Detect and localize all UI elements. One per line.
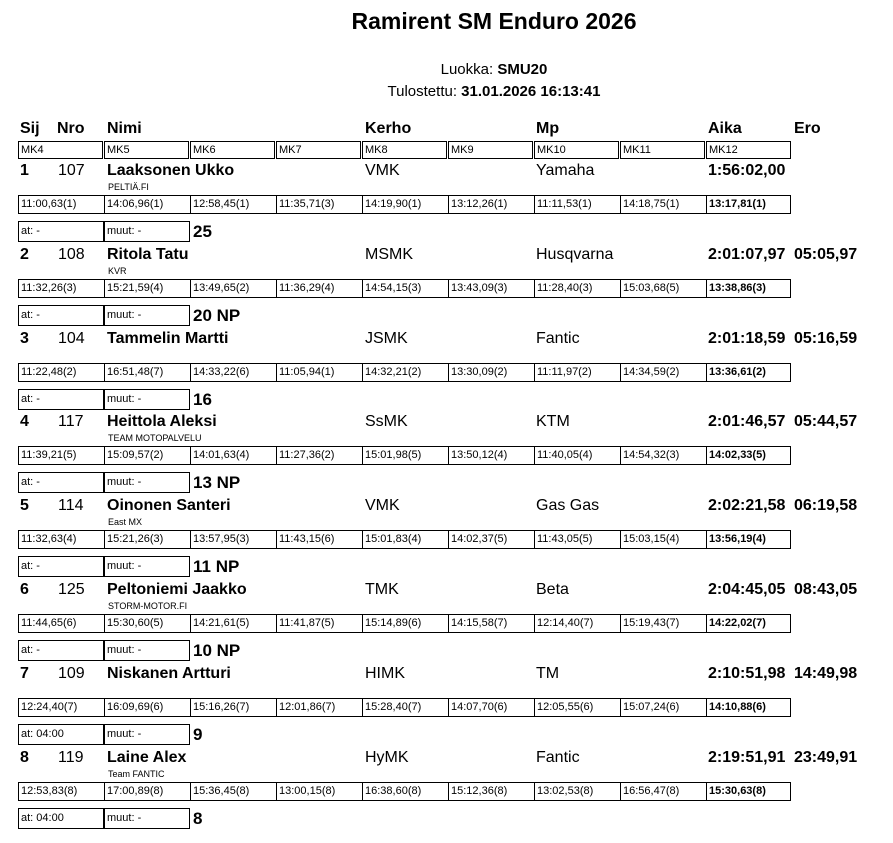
rider-gap: 05:16,59 (794, 329, 858, 347)
split-time-mk9: 13:43,09(3) (448, 279, 535, 298)
split-time-mk8: 14:32,21(2) (362, 363, 449, 382)
split-header-mk7: MK7 (276, 141, 361, 159)
rider-team: STORM-MOTOR.FI (108, 601, 188, 611)
rider-number: 108 (58, 245, 85, 263)
split-time-mk6: 12:58,45(1) (190, 195, 277, 214)
rider-gap: 23:49,91 (794, 748, 858, 766)
split-time-mk7: 11:36,29(4) (276, 279, 363, 298)
split-time-mk7: 11:43,15(6) (276, 530, 363, 549)
rider-club: VMK (365, 162, 400, 179)
rider-team: East MX (108, 517, 143, 528)
rider-position: 5 (20, 497, 29, 515)
header-name: Nimi (107, 120, 142, 137)
split-time-mk4: 12:53,83(8) (18, 782, 105, 801)
rider-name: Tammelin Martti (107, 329, 229, 347)
rider-position: 8 (20, 748, 29, 766)
rider-total-time: 2:01:07,97 (708, 245, 786, 263)
split-time-mk7: 13:00,15(8) (276, 782, 363, 801)
printed-value: 31.01.2026 16:13:41 (461, 83, 601, 100)
penalty-at: at: - (18, 305, 104, 326)
rider-bike: Beta (536, 581, 569, 598)
rider-number: 117 (58, 413, 84, 431)
rider-gap: 08:43,05 (794, 581, 858, 598)
class-line (0, 61, 893, 78)
split-time-mk6: 15:36,45(8) (190, 782, 277, 801)
split-time-mk8: 15:01,98(5) (362, 446, 449, 465)
penalty-at: at: - (18, 221, 104, 242)
penalty-other: muut: - (104, 556, 190, 577)
penalty-at: at: 04:00 (18, 808, 104, 829)
split-time-mk12: 14:02,33(5) (706, 446, 791, 465)
rider-gap: 14:49,98 (794, 664, 858, 682)
split-time-mk7: 11:35,71(3) (276, 195, 363, 214)
split-time-mk11: 15:19,43(7) (620, 614, 707, 633)
split-time-mk10: 11:40,05(4) (534, 446, 621, 465)
penalty-other: muut: - (104, 221, 190, 242)
split-time-mk10: 12:14,40(7) (534, 614, 621, 633)
split-header-mk11: MK11 (620, 141, 705, 159)
rider-position: 4 (20, 413, 29, 431)
split-header-mk12: MK12 (706, 141, 791, 159)
split-header-mk9: MK9 (448, 141, 533, 159)
header-pos: Sij (20, 120, 40, 137)
penalty-other: muut: - (104, 472, 190, 493)
split-time-mk5: 15:30,60(5) (104, 614, 191, 633)
rider-bike: Yamaha (536, 162, 595, 179)
split-time-mk4: 11:39,21(5) (18, 446, 105, 465)
rider-points: 8 (193, 808, 203, 828)
split-time-mk5: 16:09,69(6) (104, 698, 191, 717)
split-time-mk9: 13:30,09(2) (448, 363, 535, 382)
rider-bike: TM (536, 664, 560, 682)
result-row (0, 665, 893, 749)
rider-total-time: 2:02:21,58 (708, 497, 786, 515)
result-row (0, 581, 893, 665)
result-row (0, 162, 893, 246)
split-time-mk11: 14:54,32(3) (620, 446, 707, 465)
rider-position: 3 (20, 329, 29, 347)
split-time-mk4: 11:32,63(4) (18, 530, 105, 549)
split-time-mk6: 14:21,61(5) (190, 614, 277, 633)
split-time-mk7: 11:05,94(1) (276, 363, 363, 382)
split-time-mk6: 15:16,26(7) (190, 698, 277, 717)
split-time-mk10: 11:11,53(1) (534, 195, 621, 214)
rider-number: 109 (58, 664, 85, 682)
rider-club: HyMK (365, 748, 409, 766)
result-row (0, 246, 893, 330)
rider-name: Laaksonen Ukko (107, 162, 235, 179)
split-time-mk7: 11:41,87(5) (276, 614, 363, 633)
rider-gap: 05:05,97 (794, 245, 858, 263)
split-time-mk8: 15:28,40(7) (362, 698, 449, 717)
split-time-mk4: 11:22,48(2) (18, 363, 105, 382)
rider-gap: 06:19,58 (794, 497, 858, 515)
split-time-mk11: 14:34,59(2) (620, 363, 707, 382)
rider-bike: KTM (536, 413, 570, 431)
result-row (0, 749, 893, 833)
result-row (0, 497, 893, 581)
split-time-mk8: 14:54,15(3) (362, 279, 449, 298)
split-time-mk6: 13:49,65(2) (190, 279, 277, 298)
page-title: Ramirent SM Enduro 2026 (351, 8, 637, 34)
printed-label: Tulostettu: (387, 83, 457, 100)
rider-gap: 05:44,57 (794, 413, 858, 431)
rider-team: Team FANTIC (108, 768, 165, 779)
split-time-mk12: 14:10,88(6) (706, 698, 791, 717)
split-time-mk6: 13:57,95(3) (190, 530, 277, 549)
rider-number: 114 (58, 497, 84, 515)
split-time-mk7: 11:27,36(2) (276, 446, 363, 465)
class-value: SMU20 (497, 61, 548, 78)
rider-club: HIMK (365, 664, 405, 682)
split-time-mk12: 13:36,61(2) (706, 363, 791, 382)
split-time-mk8: 15:14,89(6) (362, 614, 449, 633)
result-row (0, 413, 893, 497)
rider-points: 10 NP (193, 641, 241, 660)
rider-club: TMK (365, 581, 399, 598)
rider-points: 16 (193, 389, 212, 409)
penalty-at: at: - (18, 640, 104, 661)
split-time-mk5: 15:09,57(2) (104, 446, 191, 465)
rider-points: 9 (193, 724, 203, 744)
rider-points: 25 (193, 222, 212, 241)
split-time-mk4: 12:24,40(7) (18, 698, 105, 717)
rider-position: 1 (20, 162, 29, 179)
split-time-mk8: 16:38,60(8) (362, 782, 449, 801)
split-time-mk10: 13:02,53(8) (534, 782, 621, 801)
split-time-mk10: 11:28,40(3) (534, 279, 621, 298)
rider-number: 107 (58, 162, 85, 179)
rider-bike: Gas Gas (536, 497, 600, 515)
penalty-other: muut: - (104, 640, 190, 661)
split-time-mk10: 12:05,55(6) (534, 698, 621, 717)
rider-total-time: 2:10:51,98 (708, 664, 786, 682)
rider-total-time: 2:01:18,59 (708, 329, 786, 347)
split-time-mk5: 14:06,96(1) (104, 195, 191, 214)
rider-club: SsMK (365, 413, 408, 431)
penalty-at: at: - (18, 472, 104, 493)
penalty-at: at: - (18, 556, 104, 577)
penalty-other: muut: - (104, 305, 190, 326)
rider-number: 119 (58, 748, 84, 766)
split-time-mk11: 15:03,68(5) (620, 279, 707, 298)
split-time-mk12: 14:22,02(7) (706, 614, 791, 633)
split-time-mk9: 14:02,37(5) (448, 530, 535, 549)
split-time-mk11: 14:18,75(1) (620, 195, 707, 214)
split-time-mk4: 11:00,63(1) (18, 195, 105, 214)
split-time-mk5: 17:00,89(8) (104, 782, 191, 801)
rider-name: Niskanen Artturi (107, 664, 231, 682)
split-time-mk6: 14:33,22(6) (190, 363, 277, 382)
rider-position: 6 (20, 581, 29, 598)
split-time-mk11: 15:07,24(6) (620, 698, 707, 717)
header-bike: Mp (536, 120, 560, 137)
rider-total-time: 2:04:45,05 (708, 581, 786, 598)
header-gap: Ero (794, 120, 821, 137)
split-time-mk9: 14:07,70(6) (448, 698, 535, 717)
rider-position: 7 (20, 664, 29, 682)
split-time-mk9: 14:15,58(7) (448, 614, 535, 633)
rider-total-time: 2:01:46,57 (708, 413, 786, 431)
split-time-mk11: 16:56,47(8) (620, 782, 707, 801)
rider-bike: Fantic (536, 748, 580, 766)
penalty-other: muut: - (104, 808, 190, 829)
rider-bike: Husqvarna (536, 245, 614, 263)
rider-position: 2 (20, 245, 29, 263)
split-time-mk12: 13:56,19(4) (706, 530, 791, 549)
rider-team: KVR (108, 265, 127, 276)
split-header-mk6: MK6 (190, 141, 275, 159)
split-time-mk10: 11:43,05(5) (534, 530, 621, 549)
penalty-at: at: - (18, 389, 104, 410)
split-header-mk8: MK8 (362, 141, 447, 159)
header-time: Aika (708, 120, 742, 137)
header-nro: Nro (57, 120, 85, 137)
split-time-mk6: 14:01,63(4) (190, 446, 277, 465)
split-time-mk9: 13:50,12(4) (448, 446, 535, 465)
split-time-mk4: 11:44,65(6) (18, 614, 105, 633)
rider-team: PELTIÄ.FI (108, 182, 149, 192)
split-time-mk7: 12:01,86(7) (276, 698, 363, 717)
split-time-mk9: 13:12,26(1) (448, 195, 535, 214)
penalty-at: at: 04:00 (18, 724, 104, 745)
rider-points: 11 NP (193, 557, 240, 577)
rider-name: Ritola Tatu (107, 245, 189, 263)
split-time-mk12: 13:17,81(1) (706, 195, 791, 214)
split-time-mk5: 15:21,59(4) (104, 279, 191, 298)
header-club: Kerho (365, 120, 412, 137)
rider-club: MSMK (365, 245, 413, 263)
rider-name: Peltoniemi Jaakko (107, 581, 247, 598)
split-header-mk10: MK10 (534, 141, 619, 159)
rider-club: JSMK (365, 329, 408, 347)
rider-number: 104 (58, 329, 85, 347)
rider-points: 20 NP (193, 305, 241, 325)
split-time-mk9: 15:12,36(8) (448, 782, 535, 801)
penalty-other: muut: - (104, 724, 190, 745)
rider-name: Oinonen Santeri (107, 497, 231, 515)
split-time-mk4: 11:32,26(3) (18, 279, 105, 298)
rider-team: TEAM MOTOPALVELU (108, 433, 202, 444)
split-time-mk8: 15:01,83(4) (362, 530, 449, 549)
rider-club: VMK (365, 497, 400, 515)
split-time-mk8: 14:19,90(1) (362, 195, 449, 214)
rider-points: 13 NP (193, 473, 241, 493)
rider-bike: Fantic (536, 329, 580, 347)
rider-total-time: 1:56:02,00 (708, 162, 786, 179)
printed-line (0, 83, 893, 100)
split-time-mk12: 13:38,86(3) (706, 279, 791, 298)
rider-name: Heittola Aleksi (107, 413, 217, 431)
split-time-mk5: 16:51,48(7) (104, 363, 191, 382)
split-time-mk11: 15:03,15(4) (620, 530, 707, 549)
split-header-mk4: MK4 (18, 141, 103, 159)
class-label: Luokka: (440, 61, 494, 78)
result-row (0, 330, 893, 414)
split-header-mk5: MK5 (104, 141, 189, 159)
split-time-mk5: 15:21,26(3) (104, 530, 191, 549)
penalty-other: muut: - (104, 389, 190, 410)
rider-total-time: 2:19:51,91 (708, 748, 786, 766)
split-time-mk12: 15:30,63(8) (706, 782, 791, 801)
split-time-mk10: 11:11,97(2) (534, 363, 621, 382)
rider-number: 125 (58, 581, 85, 598)
rider-name: Laine Alex (107, 748, 187, 766)
